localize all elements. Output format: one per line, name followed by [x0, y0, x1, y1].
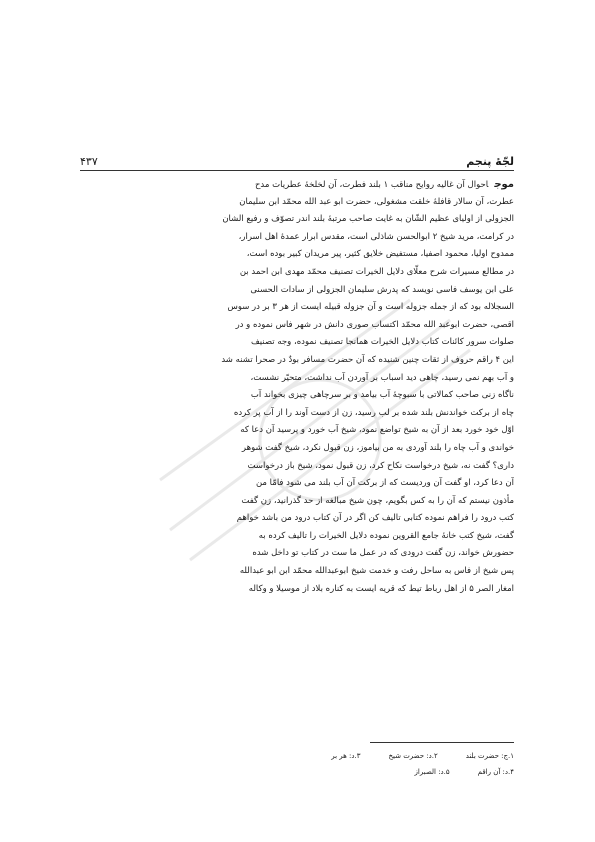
- text-line-16: خواندی و آب چاه را بلند آوردی به من بیاموز، زن قبول نکرد، شیخ گفت شوهر: [241, 442, 514, 453]
- header-rule: [80, 170, 514, 171]
- text-line-3: الجزولی از اولیای عظیم الشّان به غایت صاحب مرتبهٔ بلند اندر تصوّف و رفیع الشان: [222, 214, 514, 225]
- footnotes: [80, 748, 514, 780]
- text-line-18: آن دعا کرد، او گفت آن وردیست که از برکت آن آب بلند می شود فامّا من: [255, 478, 514, 489]
- text-line-20: کتب درود را فراهم نموده کتابی تالیف کن اگر در آن کتاب درود من باشد خواهم: [236, 513, 514, 524]
- text-line-15: اوّل خود خورد بعد از آن به شیخ تواضع نمود، شیخ آب خورد و پرسید آن دعا که: [240, 425, 514, 436]
- chapter-title: لجّهٔ پنجم: [466, 155, 514, 168]
- footnote-3: ۳.د: هر بر: [331, 752, 361, 760]
- text-line-19: مأذون نیستم که آن را به کس بگویم، چون شیخ مبالغه از حد گذرانید، زن گفت: [241, 495, 514, 506]
- footnote-rule: [370, 742, 514, 743]
- footnote-1: ۱.ج: حضرت بلند: [465, 752, 514, 760]
- page-number: ۴۳۷: [80, 155, 98, 168]
- text-line-1: موجاحوال آن غالیه روایح مناقب ۱ بلند فطرت، آن لخلخهٔ عطریات مدح: [254, 179, 514, 190]
- text-line-4: در کرامت، مرید شیخ ۲ ابوالحسن شاذلی است، مقدس ابرار عمدهٔ اهل اسرار،: [238, 231, 514, 242]
- text-line-14: چاه از برکت خواندنش بلند شده بر لب رسید، زن از دست آوند را از آب پر کرده: [233, 407, 514, 418]
- text-line-11: این ۴ راقم حروف از ثقات چنین شنیده که آن حضرت مسافر بودٌ در صحرا تشنه شد: [221, 354, 514, 365]
- main-text: [80, 176, 514, 598]
- text-line-22: حضورش خواند، زن گفت درودی که در عمل ما ست در کتاب تو داخل شده: [252, 548, 514, 559]
- text-line-21: گفت، شیخ کتب خانهٔ جامع القروین نموده دلایل الخیرات را تالیف کرده به: [258, 530, 514, 541]
- text-line-10: صلوات سرور کائنات کتاب دلایل الخیرات همانجا تصنیف نموده، وجه تصنیف: [250, 337, 514, 348]
- footnote-row-1: [80, 748, 514, 764]
- text-line-6: در مطالع مسیرات شرح معلّای دلایل الخیرات تصنیف محمّد مهدی ابن احمد بن: [239, 266, 514, 277]
- text-line-13: ناگاه زنی صاحب کمالاتی با سبوچهٔ آب بیامد و بر سرچاهی چیزی بخواند آب: [250, 390, 514, 401]
- footnote-4: ۴.د: آن راقم: [477, 768, 514, 776]
- text-line-23: پس شیخ از فاس به ساحل رفت و خدمت شیخ ابوعبدالله محمّد ابن ابو عبدالله: [239, 566, 514, 577]
- footnote-5: ۵.د: الصبراز: [414, 768, 450, 776]
- text-line-2: عطرت، آن سالار قافلهٔ خلقت مشغولی، حضرت ابو عبد الله محمّد ابن سلیمان: [239, 196, 514, 207]
- text-line-17: داری؟ گفت نه، شیخ درخواست نکاح کرد، زن قبول نمود، شیخ باز درخواست: [247, 460, 514, 471]
- text-line-9: اقصی، حضرت ابوعبد الله محمّد اکتساب صوری دانش در شهر فاس نموده و در: [235, 319, 514, 330]
- footnote-2: ۲.د: حضرت شیخ: [388, 752, 438, 760]
- running-header: [80, 150, 514, 168]
- text-line-24: امغار الصر ۵ از اهل رباط تیط که قریه ایست به کناره بلاد از موسیلا و وکاله: [248, 583, 514, 594]
- text-line-12: و آب بهم نمی رسید، چاهی دید اسباب بر آوردن آب نداشت، متحیّر نشست،: [250, 372, 514, 383]
- text-line-7: علی ابن یوسف فاسی نویسد که پدرش سلیمان الجزولی از سادات الحسنی: [250, 284, 514, 295]
- heading-word: موج: [494, 179, 514, 190]
- text-line-5: ممدوح اولیا، محمود اصفیا، مستفیض خلایق کثیر، پیر مریدان کبیر بوده است،: [246, 249, 514, 260]
- text-line-8: السجلاله بود که از جمله جزوله است و آن جزوله قبیله ایست از هر ۳ بر در سوس: [227, 302, 514, 313]
- footnote-row-2: [80, 764, 514, 780]
